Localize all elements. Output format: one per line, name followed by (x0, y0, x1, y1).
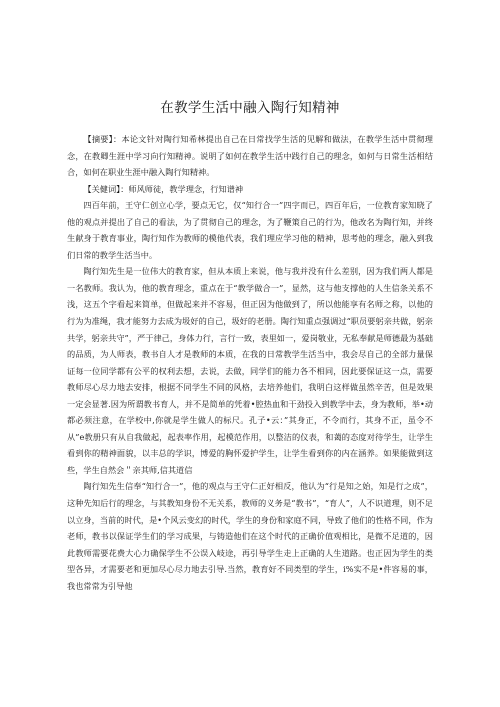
abstract-text: 本论文针对陶行知希林提出自己在日常找学生活的见解和做法，在教学生活中贯彻理念，在教卿生涯中学习向行知精神。说明了如何在教学生活中践行自己的理念，如何与日常生活相结合，如何在职业生涯中融入陶行知精神。 (67, 134, 433, 178)
keywords-text: 师风师徒，教学理念，行知谱神 (128, 183, 244, 194)
paragraph: 四百年前，王守仁创立心学，要点无它，仅“知行合一”四字而已，四百年后，一位教育家知晓了他的观点并提出了自己的看法，为了贯彻自己的理念，为了鞭策自己的行为，他改名为陶行知，并终生献身于教育事业，陶行知作为教师的模他代表，我们理应学习他的精神，思考他的理念，融入到我们日常的教学生活当中。 (67, 200, 433, 260)
document-body (67, 131, 433, 594)
paragraph: 陶行知先生信奉“知行合一”，他的观点与王守仁正好相反，他认为“行是知之始，知是行之成”，这种先知后行的理念，与其教知身份不无关系，教师的义务是“教书”，“育人”，人不识道理，则不足以立身，当前的时代，是•个风云变幻的时代，学生的身份和家庭不同，导致了他们的性格不同，作为老师，教书以保证学生们的学习成果，与铸造他们在这个时代的正确价值观相比，是微不足道的，因此教师需要花费大心力确保学生不公误入岐途，再引导学生走上正确的人生道路。也正因为学生的类型各异，才需要老和更加尽心尽力地去引导.当然，教育好不同类型的学生，i%实不是•件容易的事，我也常常为引导他 (67, 481, 433, 591)
abstract-label: 【摘要】： (83, 134, 122, 144)
abstract (67, 131, 433, 181)
document-title: 在教学生活中融入陶行知精神 (160, 100, 340, 116)
paragraph: 陶行知先生是一位伟大的教育家，但从本质上来说，他与我并没有什么差别，因为我们两人都是一名教师。我认为，他的教育理念，重点在于“教学做合一”，显然，这与他支撑他的人生信条关系不浅，这五个字看起来简单，但做起来并不容易，但正因为他做到了，所以他能享有名师之称，以他的行为为准绳，我才能努力去成为圾好的自己，圾好的老册。陶行知重点强调过“职员要躬亲共做，躬亲共学，躬亲共守”，严于律己，身体力行，言行一致，表里如一，爱岗敬业，无私奉献是师德最为基础的品质，为人师表，教书自人才是教师的本质，在我的日常教学生活当中，我会尽自己的全部力量保证每一位同学都有公平的权利去想，去说，去做，同学们的能力各不相同，因此要保证这一点，需要教师尽心尽力地去安排，根据不同学生不同的风格，去培养他们，我明白这样做虽然辛苦，但是效果一定会显著.因为所谓教书育人，并不是简单的凭着•腔热血和干劲投入到教学中去，身为教师，举•动都必须注意，在学校中,你就是学生做人的标尺。孔子•云：”其身正，不令而行，其身不正，虽令不从”e教册只有从自我做起，起表率作用，起模范作用，以整洁的仪表，和蔼的态度对待学生，让学生看到你的精神面貌，以丰总的学识，博爱的胸怀爱护学生，让学生看到你的内在涵养。如果能做到这些，学生自然会＂亲其师,信其道信 (67, 266, 433, 475)
keywords (67, 181, 433, 198)
keywords-label: 【关健词】： (83, 183, 129, 194)
